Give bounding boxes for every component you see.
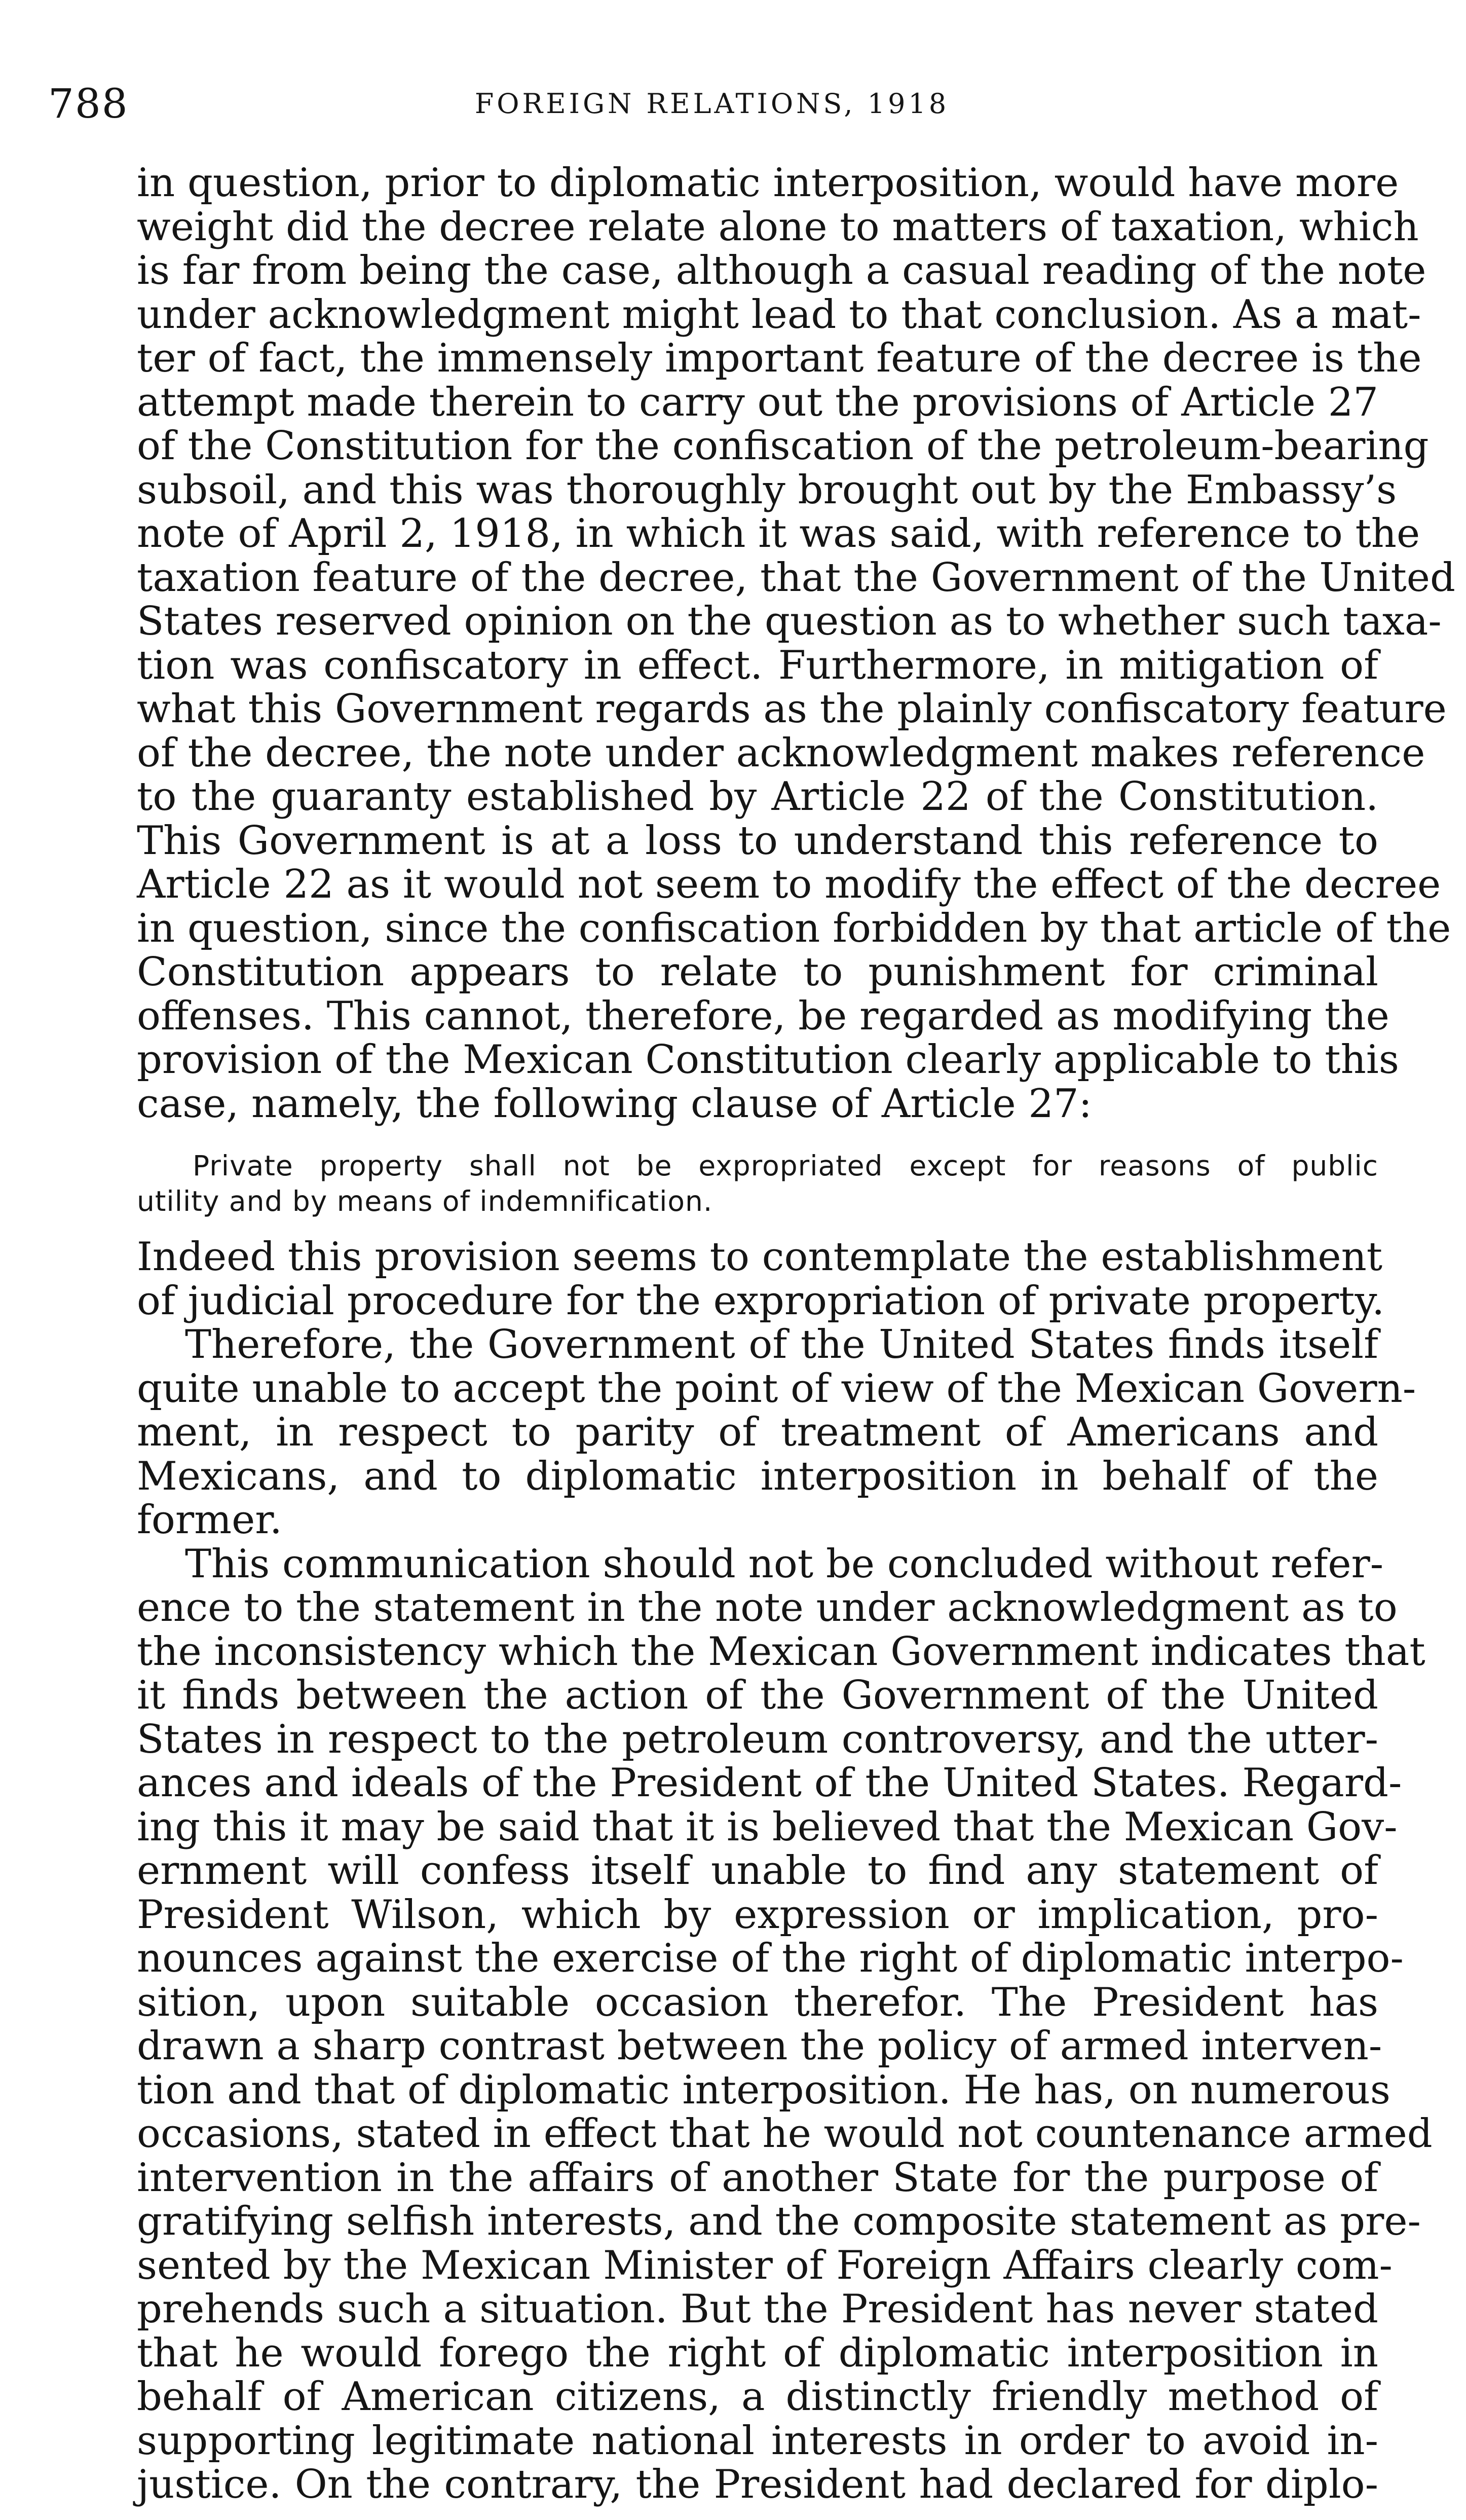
text-line: President Wilson, which by expression or implication, pro-	[137, 1892, 1378, 1938]
text-line: of judicial procedure for the expropriation of private property.	[137, 1278, 1384, 1324]
body-text	[137, 160, 1455, 2507]
text-line: ing this it may be said that it is believed that the Mexican Gov-	[137, 1804, 1398, 1850]
text-line: ances and ideals of the President of the United States. Regard-	[137, 1760, 1402, 1806]
text-line: This communication should not be concluded without refer-	[185, 1541, 1384, 1587]
text-line: quite unable to accept the point of view of the Mexican Govern-	[137, 1365, 1416, 1412]
text-line: note of April 2, 1918, in which it was said, with reference to the	[137, 511, 1420, 557]
text-line: the inconsistency which the Mexican Government indicates that	[137, 1628, 1425, 1675]
text-line: justice. On the contrary, the President had declared for diplo-	[137, 2462, 1378, 2507]
paragraph-4	[137, 1541, 1433, 2507]
text-line: Indeed this provision seems to contemplate the establishment	[137, 1234, 1383, 1280]
text-line: weight did the decree relate alone to matters of taxation, which	[137, 204, 1419, 250]
text-line: of the Constitution for the confiscation of the petroleum-bearing	[137, 423, 1429, 469]
text-line: Mexicans, and to diplomatic interposition in behalf of the	[137, 1453, 1378, 1499]
text-line: ter of fact, the immensely important feature of the decree is the	[137, 336, 1422, 381]
text-line: gratifying selfish interests, and the composite statement as pre-	[137, 2199, 1421, 2244]
text-line: that he would forego the right of diplomatic interposition in	[137, 2330, 1378, 2376]
text-line: it finds between the action of the Government of the United	[137, 1673, 1378, 1718]
text-line: This Government is at a loss to understand this reference to	[137, 818, 1378, 864]
text-line: is far from being the case, although a casual reading of the note	[137, 248, 1426, 293]
text-line: prehends such a situation. But the President has never stated	[137, 2286, 1378, 2332]
text-line: drawn a sharp contrast between the policy of armed interven-	[137, 2023, 1382, 2069]
paragraph-1	[137, 160, 1455, 1127]
text-line: occasions, stated in effect that he would not countenance armed	[137, 2111, 1433, 2157]
text-line: ence to the statement in the note under acknowledgment as to	[137, 1585, 1398, 1630]
text-line: intervention in the affairs of another State for the purpose of	[137, 2155, 1378, 2201]
text-line: attempt made therein to carry out the provisions of Article 27	[137, 379, 1379, 425]
text-line: tion and that of diplomatic interposition. He has, on numerous	[137, 2067, 1390, 2113]
block-quote	[137, 1148, 1378, 1219]
text-line: provision of the Mexican Constitution clearly applicable to this	[137, 1037, 1399, 1083]
text-line: under acknowledgment might lead to that conclusion. As a mat-	[137, 291, 1421, 338]
text-line: supporting legitimate national interests in order to avoid in-	[137, 2418, 1378, 2464]
text-line: States in respect to the petroleum controversy, and the utter-	[137, 1716, 1378, 1762]
text-line: behalf of American citizens, a distinctly friendly method of	[137, 2374, 1378, 2420]
quote-line: utility and by means of indemnification.	[137, 1185, 713, 1217]
text-line: taxation feature of the decree, that the Government of the United	[137, 554, 1455, 601]
text-line: case, namely, the following clause of Article 27:	[137, 1081, 1092, 1127]
text-line: Article 22 as it would not seem to modify the effect of the decree	[137, 862, 1441, 907]
text-line: subsoil, and this was thoroughly brought out by the Embassy’s	[137, 467, 1397, 513]
text-line: sition, upon suitable occasion therefor. The President has	[137, 1979, 1378, 2025]
text-line: to the guaranty established by Article 22 of the Constitution.	[137, 774, 1378, 820]
text-line: Therefore, the Government of the United States finds itself	[185, 1322, 1378, 1367]
text-line: of the decree, the note under acknowledgment makes reference	[137, 730, 1425, 776]
text-line: Constitution appears to relate to punishment for criminal	[137, 949, 1378, 995]
page-number: 788	[48, 80, 129, 127]
text-line: sented by the Mexican Minister of Foreign Affairs clearly com-	[137, 2242, 1393, 2288]
paragraph-3	[137, 1322, 1416, 1543]
quote-line: Private property shall not be expropriated except for reasons of public	[193, 1150, 1378, 1182]
text-line: ment, in respect to parity of treatment of Americans and	[137, 1410, 1378, 1455]
text-line: in question, prior to diplomatic interposition, would have more	[137, 160, 1399, 206]
text-line: what this Government regards as the plainly confiscatory feature	[137, 686, 1447, 732]
paragraph-2	[137, 1234, 1384, 1324]
text-line: ernment will confess itself unable to find any statement of	[137, 1848, 1378, 1894]
text-line: nounces against the exercise of the right of diplomatic interpo-	[137, 1936, 1404, 1981]
running-head: FOREIGN RELATIONS, 1918	[474, 88, 950, 120]
text-line: tion was confiscatory in effect. Furthermore, in mitigation of	[137, 642, 1378, 688]
text-line: States reserved opinion on the question as to whether such taxa-	[137, 599, 1442, 644]
text-line: in question, since the confiscation forbidden by that article of the	[137, 905, 1451, 951]
text-line: offenses. This cannot, therefore, be regarded as modifying the	[137, 993, 1389, 1039]
page-header	[48, 76, 1376, 132]
text-line: former.	[137, 1497, 282, 1543]
